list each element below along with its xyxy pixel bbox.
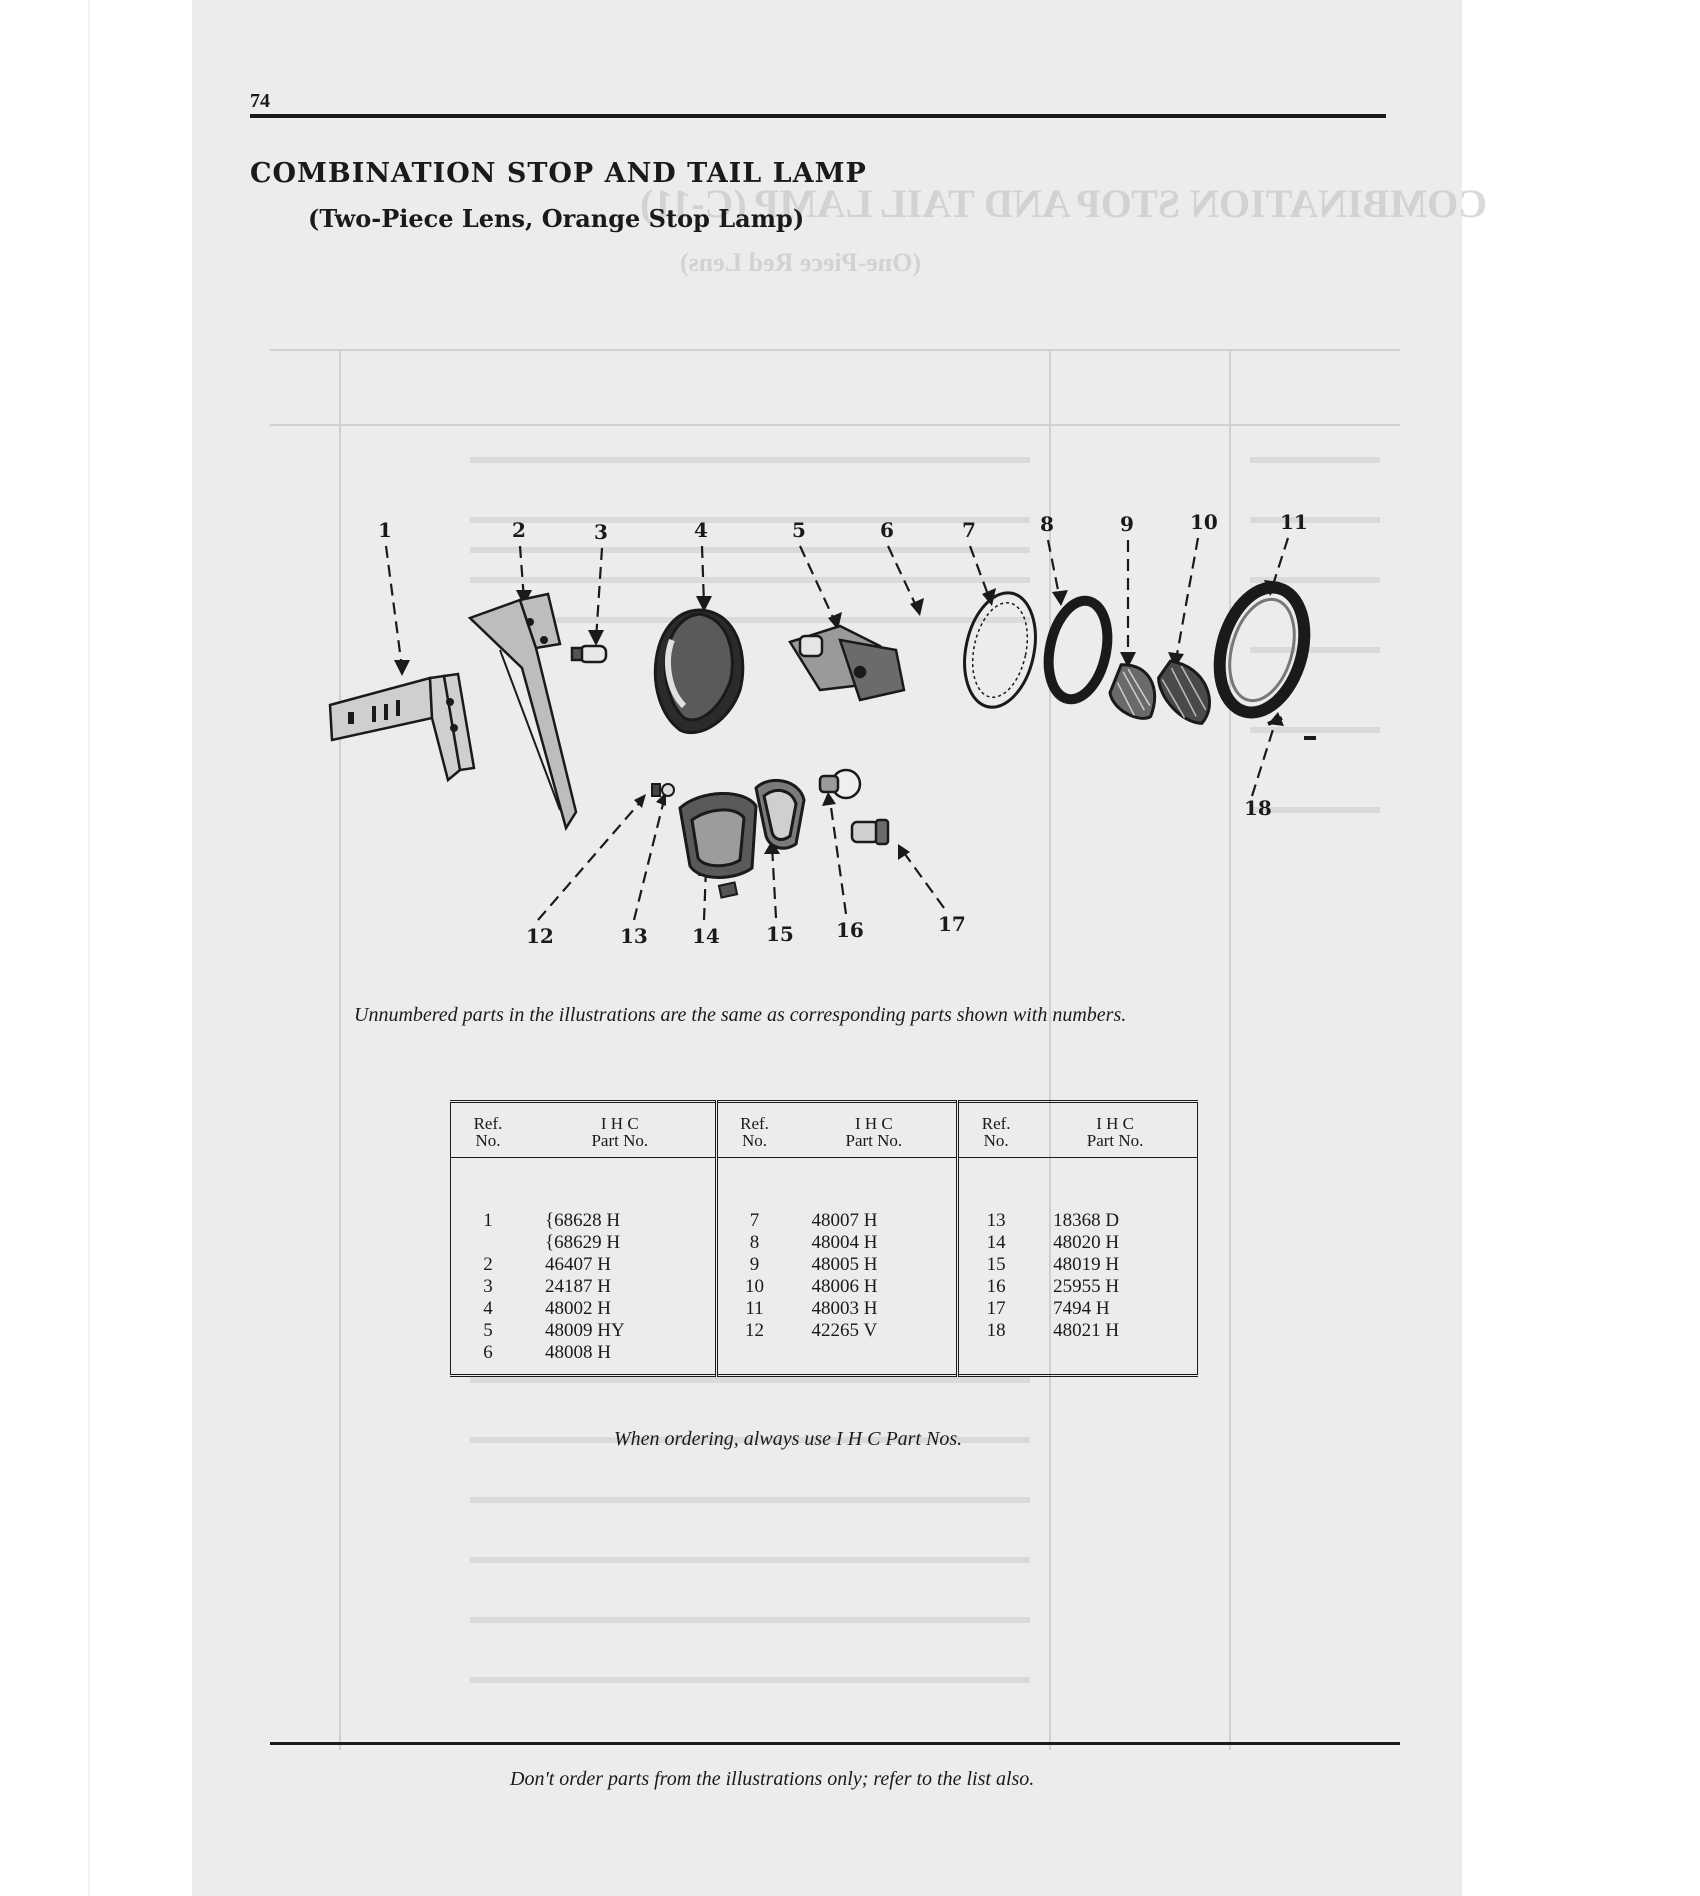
callout-11: 11 — [1280, 510, 1308, 534]
callout-4: 4 — [694, 518, 708, 542]
header-ref-no-1: Ref. No. — [451, 1102, 526, 1158]
part-column-1: {68628 H {68629 H 46407 H 24187 H 48002 H 48009 HY 48008 H — [545, 1210, 625, 1363]
page-title: COMBINATION STOP AND TAIL LAMP — [250, 158, 867, 189]
header-part-no-2: I H C Part No. — [792, 1102, 958, 1158]
callout-16: 16 — [836, 918, 864, 942]
callout-2: 2 — [512, 518, 526, 542]
ordering-note: When ordering, always use I H C Part Nos. — [614, 1428, 963, 1450]
part-column-2: 48007 H 48004 H 48005 H 48006 H 48003 H 42265 V — [811, 1210, 878, 1341]
footer-note: Don't order parts from the illustrations only; refer to the list also. — [510, 1768, 1035, 1790]
header-part-no-1: I H C Part No. — [525, 1102, 716, 1158]
table-row — [451, 1158, 1198, 1376]
ref-column-3: 13 14 15 16 17 18 — [958, 1158, 1034, 1376]
parts-table-header — [451, 1102, 1198, 1158]
illustration-caption: Unnumbered parts in the illustrations are the same as corresponding parts shown with numbers. — [354, 1004, 1127, 1026]
callout-1: 1 — [378, 518, 392, 542]
callout-3: 3 — [594, 520, 608, 544]
callout-8: 8 — [1040, 512, 1054, 536]
header-rule — [250, 114, 1386, 118]
callout-12: 12 — [526, 924, 554, 948]
part-column-3: 18368 D 48020 H 48019 H 25955 H 7494 H 48021 H — [1053, 1210, 1120, 1341]
header-ref-no-3: Ref. No. — [958, 1102, 1034, 1158]
callout-14: 14 — [692, 924, 720, 948]
header-part-no-3: I H C Part No. — [1033, 1102, 1197, 1158]
callout-17: 17 — [938, 912, 966, 936]
callout-13: 13 — [620, 924, 648, 948]
bleed-through-title: COMBINATION STOP AND TAIL LAMP (C-11) — [640, 181, 1488, 226]
callout-10: 10 — [1190, 510, 1218, 534]
page-edge — [88, 0, 90, 1896]
callout-7: 7 — [962, 518, 976, 542]
callout-15: 15 — [766, 922, 794, 946]
callout-18: 18 — [1244, 796, 1272, 820]
ref-column-1: 1 2 3 4 5 6 — [483, 1210, 493, 1363]
parts-table — [450, 1100, 1198, 1377]
bleed-through-subtitle: (One-Piece Red Lens) — [680, 248, 922, 277]
exploded-view-illustration — [300, 500, 1340, 950]
callout-6: 6 — [880, 518, 894, 542]
header-ref-no-2: Ref. No. — [716, 1102, 792, 1158]
ref-column-2: 7 8 9 10 11 12 — [716, 1158, 792, 1376]
callout-5: 5 — [792, 518, 806, 542]
page-subtitle: (Two-Piece Lens, Orange Stop Lamp) — [308, 204, 805, 233]
page-number: 74 — [250, 90, 270, 112]
footer-rule — [270, 1742, 1400, 1745]
callout-9: 9 — [1120, 512, 1134, 536]
